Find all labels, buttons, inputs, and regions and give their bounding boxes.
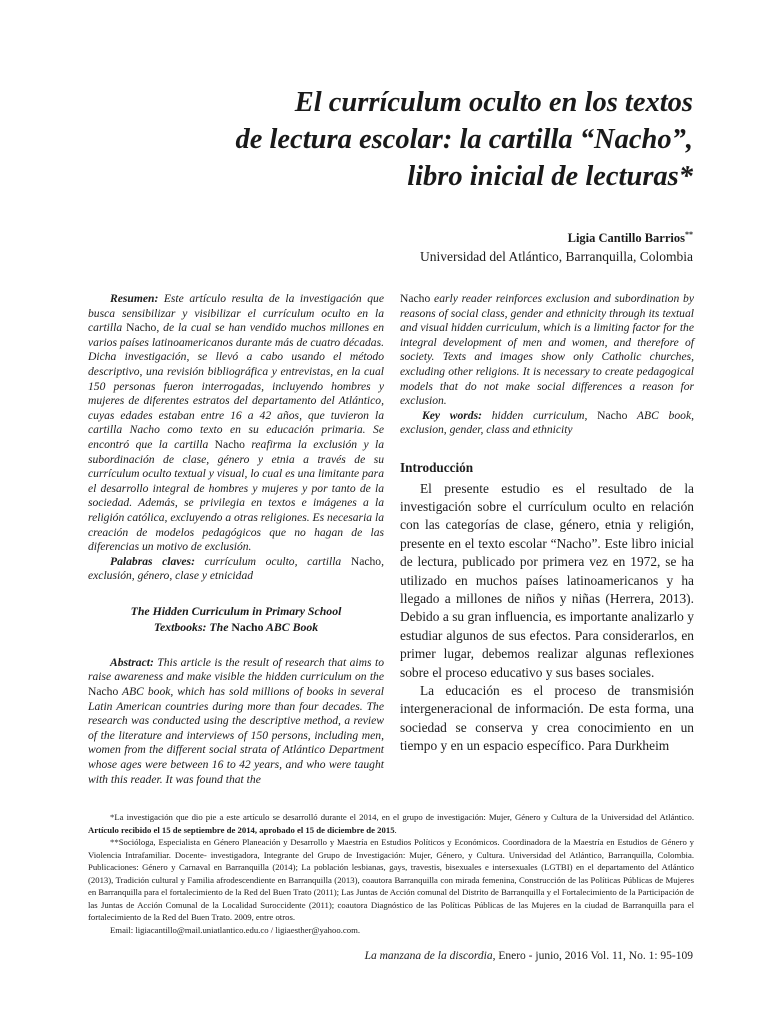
abstract-text-a: This article is the result of research that aims to raise awareness and make visible the hidden curriculum on the (88, 655, 384, 684)
resumen-label: Resumen: (110, 292, 159, 305)
resumen-nacho-1: Nacho (126, 321, 157, 335)
author-affiliation: Universidad del Atlántico, Barranquilla, Colombia (420, 249, 693, 264)
abstract-paragraph (88, 656, 384, 787)
palabras-claves-label: Palabras claves: (110, 554, 195, 568)
title-line-3: libro inicial de lecturas* (407, 161, 693, 192)
footnotes (88, 811, 694, 936)
english-title-line-1: The Hidden Curriculum in Primary School (130, 603, 342, 618)
resumen-paragraph (88, 292, 384, 555)
left-column (88, 292, 384, 787)
english-title-nacho: Nacho (231, 619, 264, 634)
footnote-1-end: . (394, 824, 397, 835)
resumen-text-c: reafirma la exclusión y la subordinación de clase, género y etnia a través de su currículum oculto textual y visual, lo cual es una limitante para el desarrollo integral de hombres y mujeres y por tanto de la sociedad. Además, se privilegia en textos e imágenes a la religión católica, excluyendo a otras religiones. Es necesaria la creación de modelos pedagógicos que no hagan de las diferencias un motivo de exclusión. (88, 437, 385, 554)
abstract-label: Abstract: (110, 655, 154, 669)
resumen-text-b: , de la cual se han vendido muchos millones en varios países latinoamericanos durante más de cuatro décadas. Dicha investigación, se llevó a cabo usando el método descriptivo, una revisión bibliográfica y entrevistas, en la cual 150 personas fueron interrogadas, incluyendo hombres y mujeres de diferentes estratos del departamento del Atlántico, cuyas edades estaban entre 16 a 42 años, que tuvieron la cartilla Nacho como texto en su educación primaria. Se encontró que la cartilla (88, 321, 384, 451)
footnote-email: Email: ligiacantillo@mail.uniatlantico.edu.co / ligiaesther@yahoo.com. (110, 924, 361, 935)
abstract-text-c: early reader reinforces exclusion and subordination by reasons of social class, gender and ethnicity through its textual and visual hidden curriculum, which is a limiting factor for the integral development of men and women, and therefore of society. Texts and images show only Catholic churches, excluding other religions. It is necessary to create pedagogical models that do not make social differences a reason for exclusion. (400, 292, 694, 408)
footnote-1 (88, 811, 694, 836)
palabras-nacho: Nacho (350, 554, 382, 568)
journal-name: La manzana de la discordia (364, 950, 493, 962)
footnote-2: **Socióloga, Especialista en Género Planeación y Desarrollo y Maestría en Estudios Políticos y Económicos. Coordinadora de la Maestría en Estudios de Género y Violencia Intrafamiliar. Docente- investigadora, Integrante del Grupo de Investigación: Mujer, Género, y Cultura. Universidad del Atlántico, Barranquilla, Colombia. Publicaciones: Género y Carnaval en Barranquilla (2014); La población lesbianas, gays, travestis, bisexuales e intersexuales (LGTBI) en el departamento del Atlántico (2013), Tradición cultural y Familia afrodescendiente en Barranquilla (2013), coautora Barranquilla con mirada femenina, Construcción de las Políticas Públicas de Mujeres en Barranquilla para el fortalecimiento de la Red del Buen Trato (2011); Las Juntas de Acción comunal del Distrito de Barranquilla y el Fortalecimiento de la Participación de las Juntas de Acción Comunal de la Localidad Suroccidente (2011); coautora Diagnóstico de las Políticas Públicas de las Mujeres en la ciudad de Barranquilla para el fortalecimiento de la Red del Buen Trato. 2009, entre otros. (88, 837, 694, 922)
abstract-nacho-2: Nacho (400, 292, 431, 305)
abstract-text-b: ABC book, which has sold millions of books in several Latin American countries during more than four decades. The research was conducted using the descriptive method, a review of the literature and interviews of 150 persons, including men, women from the different social strata of Atlántico Department whose ages were between 16 to 42 years, and who were taught with this reader. It was found that the (88, 685, 384, 786)
key-words-text-a: hidden curriculum, (481, 408, 598, 422)
palabras-claves-paragraph (88, 555, 384, 584)
key-words-nacho: Nacho (597, 408, 628, 422)
journal-issue: , Enero - junio, 2016 Vol. 11, No. 1: 95-109 (492, 950, 693, 962)
english-title-line-2 (88, 619, 384, 635)
resumen-nacho-2: Nacho (214, 437, 245, 451)
journal-footer (365, 950, 693, 962)
footnote-1-text: *La investigación que dio pie a este artículo se desarrolló durante el 2014, en el grupo de investigación: Mujer, Género y Cultura de la Universidad del Atlántico. (110, 812, 694, 822)
title-line-2: de lectura escolar: la cartilla “Nacho”, (235, 124, 693, 155)
abstract-continuation (400, 292, 694, 409)
key-words-label: Key words: (422, 408, 482, 422)
author-footnote-mark: ** (685, 230, 693, 239)
right-column (400, 292, 694, 756)
english-title (88, 603, 384, 635)
footnote-1-dates: Artículo recibido el 15 de septiembre de 2014, aprobado el 15 de diciembre de 2015 (88, 824, 395, 835)
key-words-text-b: ABC book, exclusion, gender, class and ethnicity (400, 408, 694, 437)
key-words-paragraph (400, 409, 694, 438)
introduccion-heading: Introducción (400, 459, 474, 475)
article-title (180, 84, 693, 195)
abstract-nacho: Nacho (88, 685, 119, 699)
palabras-text-b: , exclusión, género, clase y etnicidad (88, 554, 384, 583)
introduccion-paragraph-1: El presente estudio es el resultado de la investigación sobre el currículum oculto en relación con las categorías de clase, género, etnia y religión, presente en el texto escolar “Nacho”. Este libro inicial de lectura, publicado por primera vez en 1972, se ha utilizado en muchos países latinoamericanos y ha llegado a millones de niños y niñas (Herrera, 2013). Debido a su gran influencia, es importante analizarlo y estudiar algunos de sus efectos. Para considerarlos, en primer lugar, debemos realizar algunas reflexiones sobre el proceso educativo y sus bases sociales. (400, 480, 694, 680)
title-line-1: El currículum oculto en los textos (294, 87, 693, 118)
introduccion-paragraph-2: La educación es el proceso de transmisión intergeneracional de información. De esta forma, una sociedad se conserva y crea conocimiento en un tiempo y en un espacio específico. Para Durkheim (400, 683, 694, 754)
english-title-line-2-a: Textbooks: The (153, 619, 232, 634)
english-title-line-2-b: ABC Book (263, 619, 319, 634)
palabras-text-a: currículum oculto, cartilla (194, 554, 351, 568)
author-name (568, 230, 693, 246)
resumen-text-a: Este artículo resulta de la investigación que busca sensibilizar y visibilizar el currículum oculto en la cartilla (88, 292, 384, 335)
author-name-text: Ligia Cantillo Barrios (567, 231, 685, 246)
